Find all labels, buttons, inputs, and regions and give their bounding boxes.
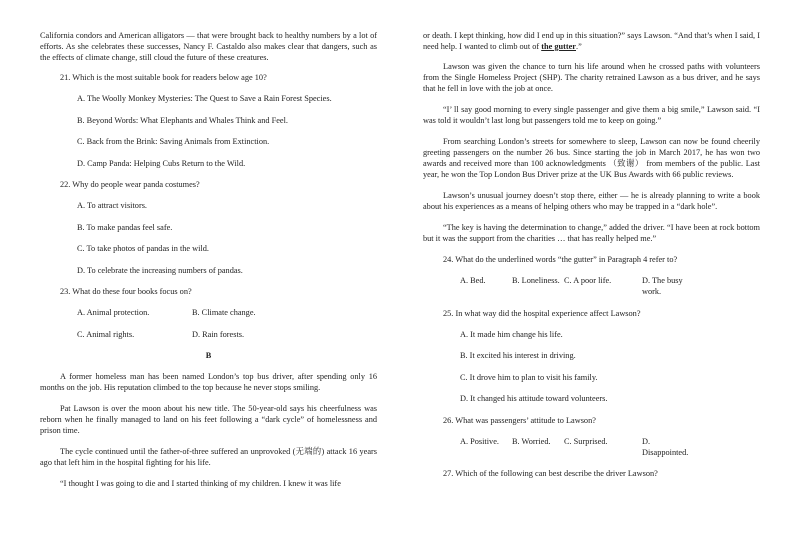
q23-option-a[interactable]: A. Animal protection.	[77, 308, 150, 317]
p4-text-after: .”	[576, 42, 582, 51]
q22-option-c[interactable]: C. To take photos of pandas in the wild.	[77, 244, 210, 253]
right-column	[423, 30, 760, 489]
q23-option-d[interactable]: D. Rain forests.	[192, 329, 245, 339]
q26-option-d[interactable]: D. Disappointed.	[642, 436, 689, 457]
question-24: 24. What do the underlined words “the gutter” in Paragraph 4 refer to?	[443, 255, 678, 264]
q26-option-b[interactable]: B. Worried.	[512, 436, 551, 446]
section-heading-b: B	[205, 351, 212, 360]
q26-option-a[interactable]: A. Positive.	[460, 436, 499, 446]
passage-b-paragraph-2: Pat Lawson is over the moon about his new title. The 50-year-old says his cheerfulness was reborn when he finally managed to land on his feet following a “dark cycle” of homelessness and prison time.	[40, 404, 377, 435]
passage-b-paragraph-8: Lawson’s unusual journey doesn’t stop there, either — he is already planning to write a book about his experiences as a means of helping others who may be trapped in a “dark hole”.	[423, 191, 760, 211]
p4-text-before: or death. I kept thinking, how did I end up in this situation?” says Lawson. “And that’s when I said, I need help. I wanted to climb out of	[423, 31, 760, 51]
intro-paragraph: California condors and American alligators — that were brought back to healthy numbers by a lot of efforts. As she celebrates these successes, Nancy F. Castaldo also makes clear that dangers, such as the effects of climate change, still cloud the future of these creatures.	[40, 31, 377, 62]
q24-option-d[interactable]: D. The busy work.	[642, 276, 683, 296]
q26-options-row	[423, 436, 760, 458]
q24-option-c[interactable]: C. A poor life.	[564, 276, 612, 285]
question-23: 23. What do these four books focus on?	[60, 287, 192, 296]
passage-b-paragraph-9: “The key is having the determination to change,” added the driver. “I have been at rock bottom but it was the support from the charities … that has really helped me.”	[423, 223, 760, 243]
q25-option-c[interactable]: C. It drove him to plan to visit his family.	[460, 372, 598, 382]
question-22: 22. Why do people wear panda costumes?	[60, 180, 200, 189]
q25-option-b[interactable]: B. It excited his interest in driving.	[460, 351, 576, 360]
q25-option-d[interactable]: D. It changed his attitude toward volunteers.	[460, 394, 608, 403]
q21-option-c[interactable]: C. Back from the Brink: Saving Animals from Extinction.	[77, 137, 270, 146]
q26-option-c[interactable]: C. Surprised.	[564, 436, 608, 446]
passage-b-paragraph-5: Lawson was given the chance to turn his life around when he crossed paths with volunteers from the Single Homeless Project (SHP). The charity retrained Lawson as a bus driver, and he says that he fell in love with the job at once.	[423, 62, 760, 93]
question-25: 25. In what way did the hospital experience affect Lawson?	[443, 308, 641, 318]
q24-option-a[interactable]: A. Bed.	[460, 276, 486, 285]
q23-options-row-2	[40, 329, 377, 340]
passage-b-paragraph-4-continued	[423, 30, 760, 52]
question-26: 26. What was passengers’ attitude to Lawson?	[443, 415, 596, 425]
question-21: 21. Which is the most suitable book for readers below age 10?	[60, 73, 267, 82]
passage-b-paragraph-1: A former homeless man has been named London’s top bus driver, after spending only 16 months on the job. His reputation climbed to the top because he never stops smiling.	[40, 372, 377, 392]
passage-b-paragraph-7: From searching London’s streets for somewhere to sleep, Lawson can now be found cheerily greeting passengers on the number 26 bus. Since starting the job in March 2017, he has won two awards and received more than 100 acknowledgments （致谢） from members of the public. Last year, he won the Top London Bus Driver prize at the UK Bus Awards with 66 public reviews.	[423, 137, 760, 179]
q23-options-row-1	[40, 307, 377, 318]
q22-option-b[interactable]: B. To make pandas feel safe.	[77, 222, 173, 232]
q24-option-b[interactable]: B. Loneliness.	[512, 276, 560, 285]
passage-b-paragraph-3: The cycle continued until the father-of-three suffered an unprovoked (无端的) attack 16 years ago that left him in the hospital fighting for his life.	[40, 447, 377, 467]
underlined-phrase: the gutter	[541, 42, 576, 51]
q22-option-a[interactable]: A. To attract visitors.	[77, 201, 148, 210]
q23-option-b[interactable]: B. Climate change.	[192, 308, 256, 317]
q24-options-row	[423, 275, 760, 297]
q23-option-c[interactable]: C. Animal rights.	[77, 329, 135, 339]
q21-option-a[interactable]: A. The Woolly Monkey Mysteries: The Quest to Save a Rain Forest Species.	[77, 94, 332, 103]
passage-b-paragraph-4: “I thought I was going to die and I started thinking of my children. I knew it was life	[60, 479, 341, 488]
left-column	[40, 30, 377, 499]
question-27: 27. Which of the following can best describe the driver Lawson?	[443, 469, 658, 478]
passage-b-paragraph-6: “I’ ll say good morning to every single passenger and give them a big smile,” Lawson said. “I was told it wouldn’t last long but passengers told me to keep on going.”	[423, 105, 760, 125]
q21-option-b[interactable]: B. Beyond Words: What Elephants and Whales Think and Feel.	[77, 115, 288, 125]
q25-option-a[interactable]: A. It made him change his life.	[460, 329, 563, 339]
q22-option-d[interactable]: D. To celebrate the increasing numbers of pandas.	[77, 265, 243, 275]
q21-option-d[interactable]: D. Camp Panda: Helping Cubs Return to the Wild.	[77, 158, 246, 168]
